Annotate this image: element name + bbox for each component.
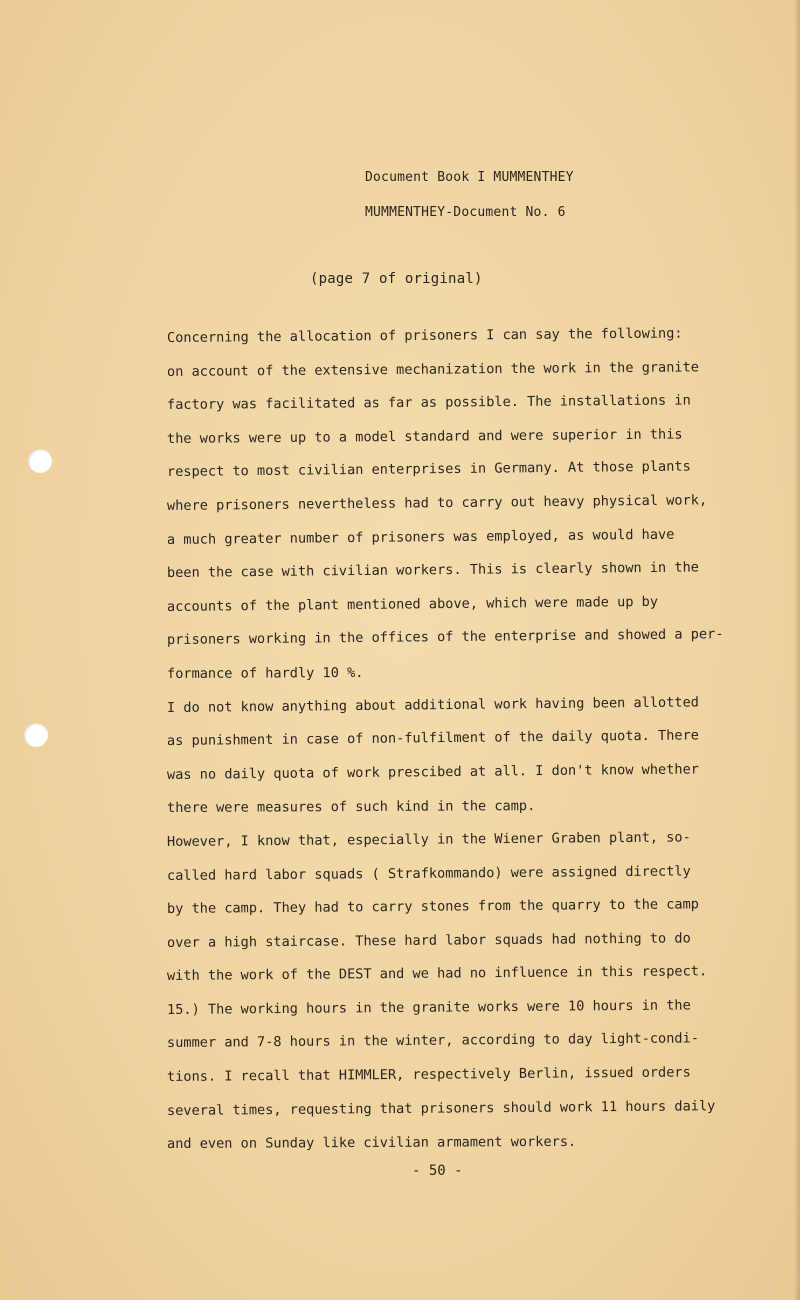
original-page-reference: (page 7 of original) <box>310 271 483 287</box>
text-line: Concerning the allocation of prisoners I can say the following: <box>166 325 683 346</box>
text-line: been the case with civilian workers. This is clearly shown in the <box>166 559 700 582</box>
text-line: factory was facilitated as far as possible. The installations in <box>166 392 691 414</box>
text-line: was no daily quota of work prescibed at all. I don't know whether <box>166 761 700 783</box>
text-line: However, I know that, especially in the Wiener Graben plant, so- <box>166 829 691 850</box>
body-text <box>167 322 747 1162</box>
text-line: prisoners working in the offices of the enterprise and showed a per- <box>166 626 724 649</box>
punch-hole-bottom <box>24 723 48 747</box>
punch-hole-top <box>28 449 52 473</box>
text-line: on account of the extensive mechanization the work in the granite <box>166 358 700 380</box>
text-line: I do not know anything about additional work having been allotted <box>166 693 700 716</box>
text-line: with the work of the DEST and we had no influence in this respect. <box>166 963 708 985</box>
text-line: as punishment in case of non-fulfilment of the daily quota. There <box>166 727 700 750</box>
text-line: where prisoners nevertheless had to carry out heavy physical work, <box>166 492 708 514</box>
text-line: and even on Sunday like civilian armament workers. <box>166 1134 577 1153</box>
text-line: called hard labor squads ( Strafkommando) were assigned directly <box>166 862 691 884</box>
text-line: there were measures of such kind in the camp. <box>166 798 536 817</box>
text-line: by the camp. They had to carry stones from the quarry to the camp <box>166 896 700 918</box>
text-line: formance of hardly 10 %. <box>166 664 364 682</box>
text-line: respect to most civilian enterprises in Germany. At those plants <box>166 458 691 481</box>
document-number: MUMMENTHEY-Document No. 6 <box>365 205 566 220</box>
text-line: accounts of the plant mentioned above, which were made up by <box>166 593 659 615</box>
text-line: the works were up to a model standard and were superior in this <box>166 426 683 447</box>
text-line: 15.) The working hours in the granite works were 10 hours in the <box>166 997 691 1018</box>
text-line: summer and 7-8 hours in the winter, according to day light-condi- <box>166 1030 700 1052</box>
page-number: - 50 - <box>412 1163 463 1179</box>
text-line: several times, requesting that prisoners should work 11 hours daily <box>166 1097 716 1119</box>
page-edge-shadow <box>794 0 800 1300</box>
document-book-title: Document Book I MUMMENTHEY <box>365 170 574 185</box>
text-line: a much greater number of prisoners was employed, as would have <box>166 526 675 548</box>
text-line: over a high staircase. These hard labor squads had nothing to do <box>166 930 691 951</box>
text-line: tions. I recall that HIMMLER, respectively Berlin, issued orders <box>166 1064 691 1086</box>
